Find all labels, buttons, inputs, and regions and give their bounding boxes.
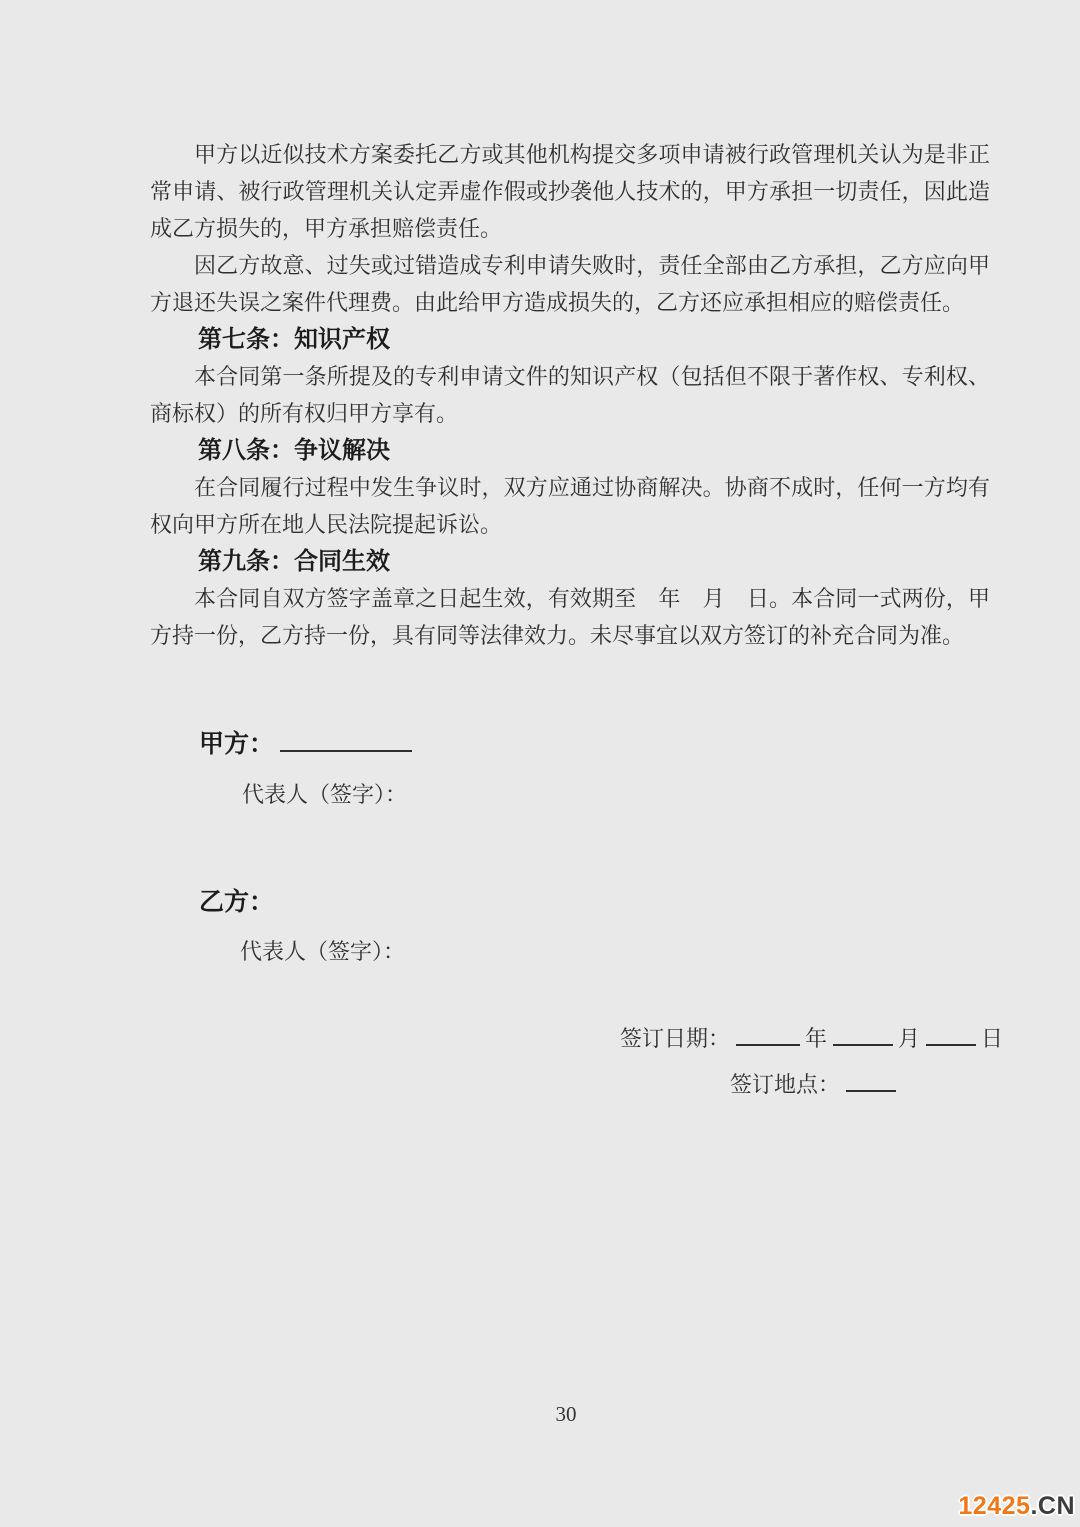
sign-date-year-blank [736, 1022, 800, 1046]
clause-8-heading: 第八条：争议解决 [198, 437, 390, 464]
paragraph-ip-ownership: 本合同第一条所提及的专利申请文件的知识产权（包括但不限于著作权、专利权、商标权）的所有权归甲方享有。 [150, 364, 990, 426]
party-b-row [199, 887, 274, 918]
party-a-row [199, 728, 412, 760]
party-a-name-blank [280, 728, 412, 752]
paragraph-party-b-liability: 因乙方故意、过失或过错造成专利申请失败时，责任全部由乙方承担，乙方应向甲方退还失误之案件代理费。由此给甲方造成损失的，乙方还应承担相应的赔偿责任。 [150, 253, 990, 315]
contract-body [150, 136, 990, 654]
party-b-rep-sign-label: 代表人（签字）： [240, 939, 406, 964]
month-label: 月 [898, 1026, 921, 1051]
sign-place-label: 签订地点： [730, 1072, 841, 1097]
clause-7-heading: 第七条：知识产权 [198, 326, 390, 353]
paragraph-dispute-resolution: 在合同履行过程中发生争议时，双方应通过协商解决。协商不成时，任何一方均有权向甲方所在地人民法院提起诉讼。 [150, 475, 990, 537]
sign-date-day-blank [926, 1022, 976, 1046]
sign-date-month-blank [833, 1022, 893, 1046]
party-a-label: 甲方： [199, 730, 275, 758]
party-a-rep-sign-label: 代表人（签字）： [242, 782, 408, 807]
party-b-rep-row [240, 938, 405, 966]
day-label: 日 [981, 1026, 1004, 1051]
sign-date-label: 签订日期： [620, 1026, 731, 1051]
paragraph-party-a-liability: 甲方以近似技术方案委托乙方或其他机构提交多项申请被行政管理机关认为是非正常申请、被行政管理机关认定弄虚作假或抄袭他人技术的，甲方承担一切责任，因此造成乙方损失的，甲方承担赔偿责任。 [150, 142, 990, 241]
party-b-label: 乙方： [199, 888, 275, 916]
sign-date-row [620, 1022, 1003, 1053]
party-a-rep-row [242, 781, 407, 809]
clause-9-heading: 第九条：合同生效 [198, 548, 390, 575]
year-label: 年 [805, 1026, 828, 1051]
site-watermark [958, 1492, 1075, 1521]
sign-place-row [730, 1068, 896, 1099]
paragraph-contract-effectiveness: 本合同自双方签字盖章之日起生效，有效期至 年 月 日。本合同一式两份，甲方持一份，乙方持一份，具有同等法律效力。未尽事宜以双方签订的补充合同为准。 [150, 586, 990, 648]
page-number: 30 [555, 1402, 577, 1426]
sign-place-blank [846, 1068, 896, 1092]
watermark-tld-text: .CN [1030, 1492, 1075, 1520]
watermark-brand-text: 12425 [958, 1492, 1031, 1520]
